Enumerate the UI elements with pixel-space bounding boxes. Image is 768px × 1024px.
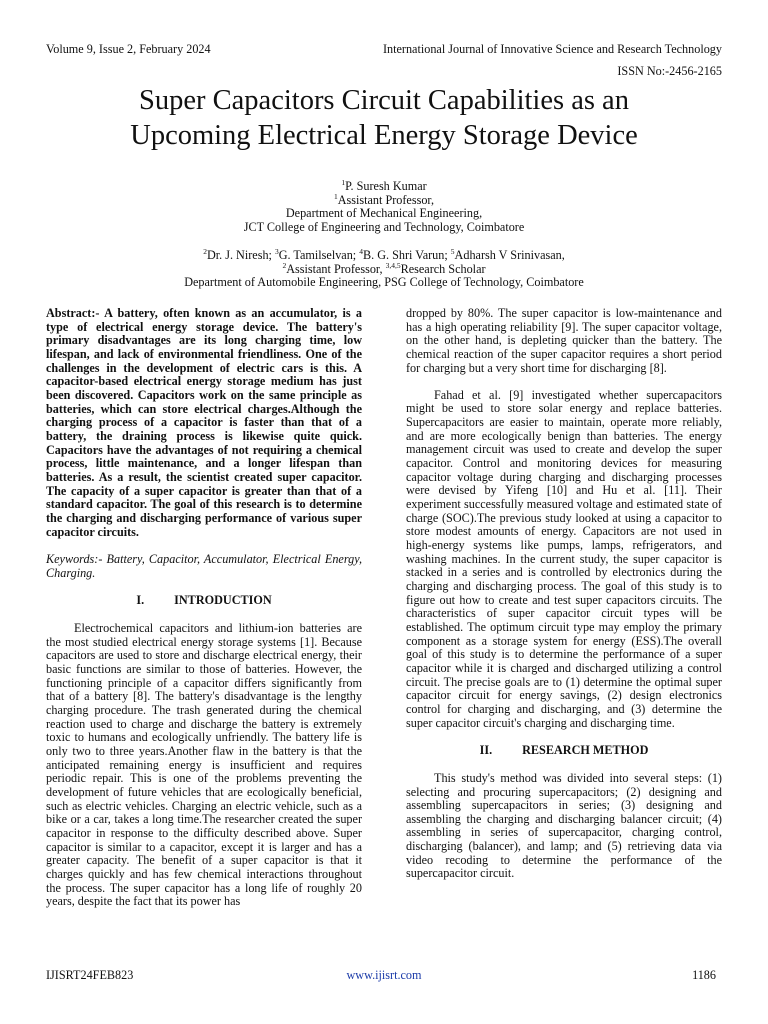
affiliation-sup: 3,4,5 [385, 260, 401, 270]
header-volume-issue: Volume 9, Issue 2, February 2024 [46, 42, 211, 56]
affiliation-sup: 2 [282, 260, 287, 270]
abstract: Abstract:- A battery, often known as an accumulator, is a type of electrical energy storage device. The battery's primary disadvantages are its long charging time, low lifespan, and lack of environmental friendliness. One of the challenges in the development of electric cars is this. A capacitor-based electrical energy storage medium has just been discovered. Capacitors work on the same principle as batteries, which can store electrical charges.Although the charging process of a capacitor is faster than that of a battery, the draining process is likewise quite quick. Capacitors have the advantages of not requiring a chemical process, little maintenance, and a longer lifespan than batteries. As a result, the scientist created super capacitor. The capacity of a super capacitor is greater than that of a standard capacitor. The goal of this research is to determine the charging and discharging performance of various super capacitor circuits. [46, 306, 362, 539]
introduction-paragraph: Electrochemical capacitors and lithium-ion batteries are the most studied electrical energy storage systems [1]. Because capacitors are used to store and discharge electrical energy, their basic functions are similar to those of batteries. However, the functioning principle of a capacitor differs significantly from that of a battery [8]. The battery's disadvantage is the lengthy charging procedure. The trash generated during the chemical reaction used to charge and discharge the battery is extremely toxic to humans and ecologically unfriendly. The battery life is only two to three years.Another flaw in the battery is that the anticipated remaining energy is insufficient and requires periodic repair. This is one of the problems preventing the development of future vehicles that are ecologically beneficial, such as electric vehicles. Charging an electric vehicle, such as a bike or a car, takes a long time.The researcher created the super capacitor in response to the difficulty described above. Super capacitor is similar to a capacitor, except it is larger and has a greater capacity. The benefit of a super capacitor is that it charges quickly and has few chemical interactions throughout the process. The super capacitor has a long life of roughly 20 years, despite the fact that its power has [46, 621, 362, 909]
co-author-role: Assistant Professor, [286, 261, 386, 276]
left-column [46, 307, 362, 909]
co-author-name: Adharsh V Srinivasan, [454, 248, 565, 262]
co-author-names [40, 246, 728, 263]
author-block-2 [40, 246, 728, 290]
section-title: RESEARCH METHOD [522, 743, 649, 758]
co-author-name: G. Tamilselvan; [278, 248, 360, 262]
affiliation-sup: 3 [274, 246, 279, 256]
co-author-name: B. G. Shri Varun; [362, 248, 451, 262]
affiliation-sup: 2 [203, 246, 207, 256]
footer-website-link[interactable]: www.ijisrt.com [346, 968, 422, 982]
co-author-role: Research Scholar [400, 261, 486, 276]
author-block-1 [40, 177, 728, 234]
affiliation-sup: 5 [450, 246, 455, 256]
author-role-text: Assistant Professor, [337, 192, 435, 207]
keywords: Keywords:- Battery, Capacitor, Accumulator, Electrical Energy, Charging. [46, 552, 362, 580]
affiliation-sup: 4 [359, 246, 363, 256]
author-name-text: P. Suresh Kumar [345, 179, 427, 193]
author-college: JCT College of Engineering and Technology, Coimbatore [243, 219, 525, 234]
body-paragraph-1: dropped by 80%. The super capacitor is low-maintenance and has a high operating reliability [9]. The super capacitor voltage, on the other hand, is depleting quicker than the battery. The chemical reaction of the super capacitor requires a short period for charging but a very short time for discharging [8]. [406, 306, 722, 375]
paper-title [40, 84, 728, 153]
section-heading-introduction [46, 594, 362, 608]
header-journal-name: International Journal of Innovative Science and Research Technology [382, 42, 722, 56]
paper-title-line-1: Super Capacitors Circuit Capabilities as an [139, 85, 629, 116]
header-issn: ISSN No:-2456-2165 [617, 64, 722, 78]
author-name [40, 177, 728, 194]
section-number: II. [479, 743, 493, 758]
research-method-paragraph: This study's method was divided into several steps: (1) selecting and procuring supercapacitors; (2) designing and assembling supercapacitors in series; (3) designing and assembling the charging and discharging balancer circuit; (4) assembling in series of supercapacitor, charging control, discharging (balancer), and lamp; and (5) retrieving data via video recoding to determine the performance of the supercapacitor circuit. [406, 770, 722, 881]
author-role [40, 191, 728, 208]
co-author-roles [40, 260, 728, 277]
paper-title-line-2: Upcoming Electrical Energy Storage Device [130, 119, 638, 151]
section-title: INTRODUCTION [174, 593, 272, 608]
footer-page-number: 1186 [692, 968, 716, 982]
section-heading-research-method [406, 744, 722, 758]
body-paragraph-2: Fahad et al. [9] investigated whether supercapacitors might be used to store solar energy and replace batteries. Supercapacitors are easier to maintain, operate more reliably, and are more ecologically benign than batteries. The energy management circuit was used to create and develop the super capacitor. Control and monitoring devices for measuring capacitor voltage during charging and discharging processes were devised by Yifeng [10] and Hu et al. [11]. Their experiment successfully measured voltage and estimated state of charge (SOC).The previous study looked at using a capacitor to store modest amounts of energy. Capacitors are not used in high-energy systems like pumps, lamps, refrigerators, and washing machines. In the current study, the super capacitor is stacked in a series and is controlled by electronics during the charging and discharging process. The goal of this study is to figure out how to create and test super capacitors circuits. The characteristics of super capacitor circuit types will be established. The optimum circuit type may employ the primary component as a storage system for energy (ESS).The overall goal of this study is to determine the performance of a super capacitor while it is charged and discharged utilizing a control circuit. The precise goals are to (1) determine the optimal super capacitor circuit for energy savings, (2) design electronics control for charging and discharging, and (3) determine the super capacitor circuit's charging and discharging time. [406, 387, 722, 730]
co-author-name: Dr. J. Niresh; [206, 248, 275, 262]
co-author-department: Department of Automobile Engineering, PSG College of Technology, Coimbatore [184, 275, 584, 290]
author-department: Department of Mechanical Engineering, [285, 206, 483, 221]
right-column [406, 307, 722, 881]
footer-paper-id: IJISRT24FEB823 [46, 968, 134, 982]
affiliation-sup: 1 [333, 191, 338, 201]
section-number: I. [136, 593, 145, 608]
affiliation-sup: 1 [341, 177, 346, 187]
